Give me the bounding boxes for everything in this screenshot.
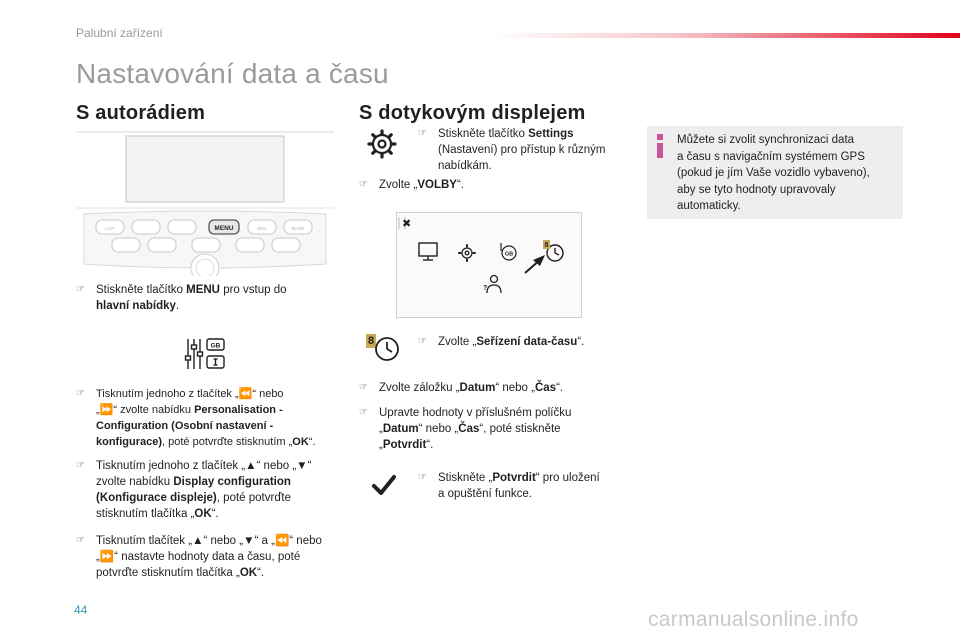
heading-touchscreen: S dotykovým displejem — [359, 102, 586, 124]
close-icon: ✖ — [402, 218, 412, 230]
clock-settings-icon — [372, 334, 402, 364]
arrow-up-icon: ▲ — [245, 460, 257, 472]
right-step-3: ☞ Zvolte „Seřízení data-času“. — [418, 336, 585, 348]
pointer-arrow-icon — [525, 255, 545, 273]
radio-panel-illustration — [76, 128, 334, 276]
rewind-icon: ⏪ — [274, 535, 290, 547]
watermark: carmanualsonline.info — [648, 608, 859, 631]
info-icon — [655, 134, 665, 158]
section-title: Palubní zařízení — [76, 26, 163, 40]
src-button-label: SRC — [257, 226, 267, 231]
svg-text:8: 8 — [544, 242, 549, 249]
bullet-icon: ☞ — [76, 388, 85, 399]
arrow-down-icon: ▼ — [296, 460, 308, 472]
bullet-icon: ☞ — [359, 179, 368, 190]
info-text: Můžete si zvolit synchronizaci data a času s navigačním systémem GPS (pokud je jím Vaše vozidlo vybaveno), aby se tyto hodnoty upravovaly automaticky. — [677, 134, 870, 212]
left-step-3: ☞ Tisknutím jednoho z tlačítek „▲“ nebo „▼“ zvolte nabídku Display configuration (Konfigurace displeje), poté potvrďte stisknutím tlačítka „OK“. — [76, 460, 312, 520]
bullet-icon: ☞ — [76, 460, 85, 471]
list-button-label: LIST — [105, 226, 115, 231]
right-step-1: ☞ Stiskněte tlačítko Settings (Nastavení) pro přístup k různým nabídkám. — [418, 128, 606, 172]
badge-8-label: 8 — [367, 335, 375, 347]
radio-display — [126, 136, 284, 202]
menu-button-label: MENU — [214, 225, 234, 232]
bullet-icon: ☞ — [418, 472, 427, 483]
arrow-up-icon: ▲ — [192, 535, 204, 547]
band-button-label: BAND — [291, 226, 305, 231]
header-accent-bar — [488, 33, 960, 38]
bullet-icon: ☞ — [76, 284, 85, 295]
svg-text:GB: GB — [504, 251, 514, 258]
heading-radio: S autorádiem — [76, 102, 206, 124]
svg-text:?: ? — [483, 285, 488, 292]
left-step-4: ☞ Tisknutím tlačítek „▲“ nebo „▼“ a „⏪“ nebo „⏩“ nastavte hodnoty data a času, poté potvrďte stisknutím tlačítka „OK“. — [76, 535, 322, 579]
settings-gear-icon — [366, 128, 398, 160]
gear-sun-icon — [462, 248, 472, 258]
confirm-checkmark-icon — [372, 474, 396, 496]
left-step-1: ☞ Stiskněte tlačítko MENU pro vstup do hlavní nabídky. — [76, 284, 287, 312]
bullet-icon: ☞ — [418, 336, 427, 347]
right-step-2: ☞ Zvolte „VOLBY“. — [359, 179, 464, 191]
rewind-icon: ⏪ — [238, 388, 253, 400]
svg-text:GB: GB — [210, 342, 221, 350]
bullet-icon: ☞ — [359, 382, 368, 393]
bullet-icon: ☞ — [76, 535, 85, 546]
bullet-icon: ☞ — [418, 128, 427, 139]
left-step-2: ☞ Tisknutím jednoho z tlačítek „⏪“ nebo „⏩“ zvolte nabídku Personalisation - Configuration (Osobní nastavení - konfigurace), poté potvrďte stisknutím „OK“. — [76, 388, 316, 448]
fast-forward-icon: ⏩ — [99, 404, 114, 416]
fast-forward-icon: ⏩ — [99, 551, 115, 563]
bullet-icon: ☞ — [359, 407, 368, 418]
right-step-6: ☞ Stiskněte „Potvrdit“ pro uložení a opuštění funkce. — [418, 472, 600, 500]
right-step-5: ☞ Upravte hodnoty v příslušném políčku „Datum“ nebo „Čas“, poté stiskněte „Potvrdit“. — [359, 407, 572, 451]
page-title: Nastavování data a času — [76, 58, 389, 89]
page-number: 44 — [74, 603, 88, 617]
touchscreen-illustration — [396, 212, 582, 318]
help-person-icon — [487, 276, 501, 294]
right-step-4: ☞ Zvolte záložku „Datum“ nebo „Čas“. — [359, 382, 564, 394]
arrow-down-icon: ▼ — [243, 535, 255, 547]
sliders-settings-icon — [184, 336, 226, 372]
display-monitor-icon — [419, 243, 437, 260]
